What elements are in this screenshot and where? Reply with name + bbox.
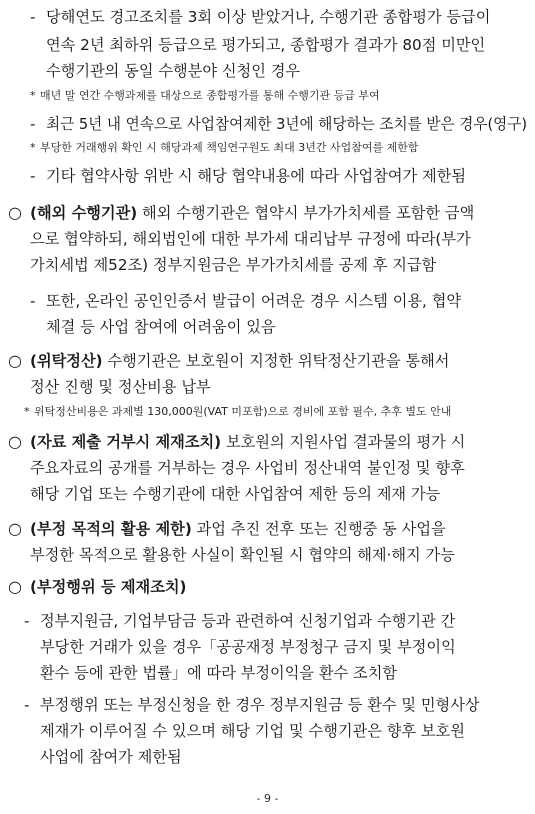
- section-line: (해외 수행기관) 해외 수행기관은 협약시 부가가치세를 포함한 금액: [30, 204, 475, 222]
- dash-bullet: -: [24, 612, 30, 630]
- paragraph-line: 최근 5년 내 연속으로 사업참여제한 3년에 해당하는 조치를 받은 경우(영구): [46, 115, 528, 133]
- section-line: (부정 목적의 활용 제한) 과업 추진 전후 또는 진행중 동 사업을: [30, 520, 446, 538]
- dash-bullet: -: [30, 8, 36, 26]
- circle-bullet-icon: ○: [8, 351, 22, 370]
- paragraph-line: 수행기관의 동일 수행분야 신청인 경우: [46, 62, 301, 80]
- paragraph-line: 또한, 온라인 공인인증서 발급이 어려운 경우 시스템 이용, 협약: [46, 292, 462, 310]
- dash-bullet: -: [30, 115, 36, 133]
- section-line: (자료 제출 거부시 제재조치) 보호원의 지원사업 결과물의 평가 시: [30, 433, 466, 451]
- section-heading: (위탁정산): [30, 352, 103, 370]
- section-heading: (부정 목적의 활용 제한): [30, 520, 192, 538]
- paragraph-line: 주요자료의 공개를 거부하는 경우 사업비 정산내역 불인정 및 향후: [30, 459, 465, 477]
- paragraph-line: 부당한 거래가 있을 경우「공공재정 부정청구 금지 및 부정이익: [40, 638, 456, 656]
- footnote: 매년 말 연간 수행과제를 대상으로 종합평가를 통해 수행기관 등급 부여: [40, 89, 380, 102]
- section-heading: (부정행위 등 제재조치): [30, 578, 187, 596]
- section-heading: (자료 제출 거부시 제재조치): [30, 433, 222, 451]
- footnote: 위탁정산비용은 과제별 130,000원(VAT 미포함)으로 경비에 포함 필수, 추후 별도 안내: [34, 405, 452, 418]
- dash-bullet: -: [30, 292, 36, 310]
- asterisk-marker: *: [24, 405, 30, 418]
- paragraph-line: 연속 2년 최하위 등급으로 평가되고, 종합평가 결과가 80점 미만인: [46, 36, 486, 54]
- circle-bullet-icon: ○: [8, 577, 22, 596]
- paragraph-line: 체결 등 사업 참여에 어려움이 있음: [46, 318, 276, 336]
- footnote: 부당한 거래행위 확인 시 해당과제 책임연구원도 최대 3년간 사업참여를 제한함: [40, 141, 419, 154]
- section-heading: (해외 수행기관): [30, 204, 138, 222]
- section-line: (위탁정산) 수행기관은 보호원이 지정한 위탁정산기관을 통해서: [30, 352, 450, 370]
- page-number: - 9 -: [256, 792, 279, 805]
- paragraph-line: 가치세법 제52조) 정부지원금은 부가가치세를 공제 후 지급함: [30, 256, 437, 274]
- paragraph-line: 정산 진행 및 정산비용 납부: [30, 378, 211, 396]
- paragraph-line: 환수 등에 관한 법률」에 따라 부정이익을 환수 조치함: [40, 664, 398, 682]
- circle-bullet-icon: ○: [8, 203, 22, 222]
- asterisk-marker: *: [30, 141, 36, 154]
- paragraph-line: 정부지원금, 기업부담금 등과 관련하여 신청기업과 수행기관 간: [40, 612, 456, 630]
- paragraph-line: 제재가 이루어질 수 있으며 해당 기업 및 수행기관은 향후 보호원: [40, 722, 465, 740]
- circle-bullet-icon: ○: [8, 519, 22, 538]
- paragraph-line: 당해연도 경고조치를 3회 이상 받았거나, 수행기관 종합평가 등급이: [46, 8, 491, 26]
- asterisk-marker: *: [30, 89, 36, 102]
- circle-bullet-icon: ○: [8, 432, 22, 451]
- dash-bullet: -: [30, 167, 36, 185]
- dash-bullet: -: [24, 696, 30, 714]
- paragraph-line: 기타 협약사항 위반 시 해당 협약내용에 따라 사업참여가 제한됨: [46, 167, 467, 185]
- paragraph-line: 부정한 목적으로 활용한 사실이 확인될 시 협약의 해제·해지 가능: [30, 546, 455, 564]
- paragraph-line: 사업에 참여가 제한됨: [40, 748, 182, 766]
- paragraph-line: 부정행위 또는 부정신청을 한 경우 정부지원금 등 환수 및 민형사상: [40, 696, 480, 714]
- paragraph-line: 해당 기업 또는 수행기관에 대한 사업참여 제한 등의 제재 가능: [30, 485, 441, 503]
- paragraph-line: 으로 협약하되, 해외법인에 대한 부가세 대리납부 규정에 따라(부가: [30, 230, 471, 248]
